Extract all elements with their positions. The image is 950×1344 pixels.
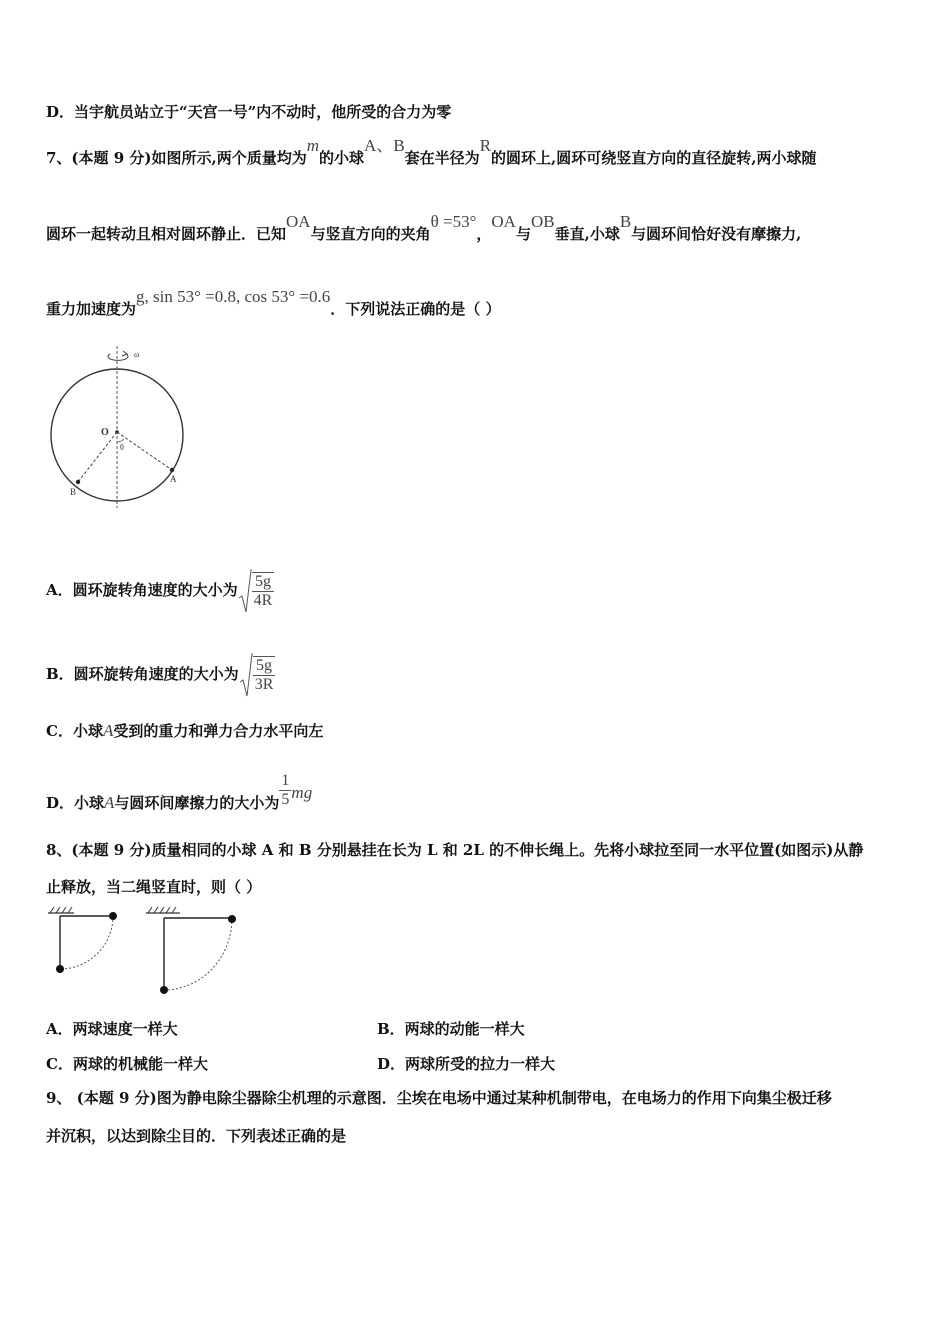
- q7-comma: ，: [476, 225, 492, 243]
- q8-line-1: 8、(本题 9 分)质量相同的小球 A 和 B 分别悬挂在长为 L 和 2L 的不伸长绳上。先将小球拉至同一水平位置(如图示)从静: [46, 841, 864, 859]
- q7-option-c-symbol: A: [102, 721, 114, 740]
- q7-text-b: 的小球: [319, 149, 365, 167]
- prev-option-d: D．当宇航员站立于“天宫一号”内不动时，他所受的合力为零: [46, 103, 452, 121]
- q7-option-d-numerator: 1: [281, 772, 290, 789]
- q7-text-j: 重力加速度为: [46, 300, 137, 318]
- q7-ob-symbol: OB: [530, 212, 555, 231]
- q7-text-c: 套在半径为: [404, 149, 480, 167]
- q7-option-c-label-a: C．小球: [46, 722, 103, 740]
- q7-text-k: ．下列说法正确的是（ ）: [330, 300, 501, 318]
- q7-option-d-label-b: 与圆环间摩擦力的大小为: [114, 794, 280, 812]
- q7-option-d-symbol: A: [104, 793, 115, 812]
- q7-option-c-label-b: 受到的重力和弹力合力水平向左: [113, 722, 324, 740]
- q7-line-3: [46, 287, 501, 319]
- q7-option-d-mg: mg: [291, 783, 313, 802]
- ball-b-label: B: [70, 487, 77, 497]
- q8-option-b[interactable]: B．两球的动能一样大: [377, 1020, 525, 1038]
- pendulums-figure: [40, 904, 250, 1000]
- q7-oa-symbol: OA: [286, 212, 311, 231]
- q8-option-c[interactable]: C．两球的机械能一样大: [46, 1055, 208, 1073]
- q7-option-b-sqrt: [239, 652, 276, 698]
- q7-line-2: [46, 212, 802, 244]
- q7-balls-symbol: A、B: [364, 136, 405, 155]
- q7-option-a-sqrt: [238, 568, 275, 614]
- q7-option-c[interactable]: [46, 721, 323, 741]
- q7-option-d-label-a: D．小球: [46, 794, 105, 812]
- q7-text-a: 7、(本题 9 分)如图所示,两个质量均为: [46, 149, 307, 167]
- q7-text-e: 圆环一起转动且相对圆环静止．已知: [46, 225, 287, 243]
- q7-option-d[interactable]: [46, 772, 313, 815]
- q7-trig-values: , sin 53° =0.8, cos 53° =0.6: [144, 287, 331, 306]
- q7-text-d: 的圆环上,圆环可绕竖直方向的直径旋转,两小球随: [491, 149, 817, 167]
- q7-option-a-label: A．圆环旋转角速度的大小为: [46, 581, 238, 599]
- q7-b-symbol: B: [619, 212, 632, 231]
- q7-text-i: 与圆环间恰好没有摩擦力,: [631, 225, 802, 243]
- ball-a-label: A: [170, 474, 177, 484]
- q7-option-a-numerator: 5g: [252, 573, 275, 592]
- q7-option-d-denominator: 5: [281, 791, 290, 808]
- q7-option-b-denominator: 3R: [254, 676, 274, 693]
- theta-label: θ: [120, 443, 124, 452]
- rotating-ring-figure: [44, 342, 194, 512]
- q8-option-a[interactable]: A．两球速度一样大: [46, 1020, 178, 1038]
- q8-option-d[interactable]: D．两球所受的拉力一样大: [377, 1055, 556, 1073]
- q7-option-b[interactable]: [46, 652, 275, 698]
- q7-mass-symbol: m: [306, 136, 320, 155]
- q7-option-b-numerator: 5g: [253, 657, 276, 676]
- q7-theta-value: θ =53°: [430, 212, 477, 231]
- q8-line-2: 止释放，当二绳竖直时，则（ ）: [46, 878, 262, 896]
- q7-option-b-label: B．圆环旋转角速度的大小为: [46, 665, 239, 683]
- q7-radius-symbol: R: [479, 136, 492, 155]
- q9-line-1: 9、 (本题 9 分)图为静电除尘器除尘机理的示意图．尘埃在电场中通过某种机制带电，在电场力的作用下向集尘极迁移: [46, 1089, 832, 1107]
- omega-label: ω: [134, 350, 140, 359]
- q7-line-1: [46, 136, 817, 168]
- q7-oa-symbol-2: OA: [491, 212, 516, 231]
- q9-line-2: 并沉积，以达到除尘目的．下列表述正确的是: [46, 1127, 347, 1145]
- q7-option-a-denominator: 4R: [253, 592, 273, 609]
- q7-text-f: 与竖直方向的夹角: [310, 225, 431, 243]
- q7-text-g: 与: [515, 225, 531, 243]
- q7-g-symbol: g: [136, 287, 145, 306]
- center-o-label: O: [101, 427, 109, 438]
- q7-text-h: 垂直,小球: [554, 225, 620, 243]
- q7-option-a[interactable]: [46, 568, 274, 614]
